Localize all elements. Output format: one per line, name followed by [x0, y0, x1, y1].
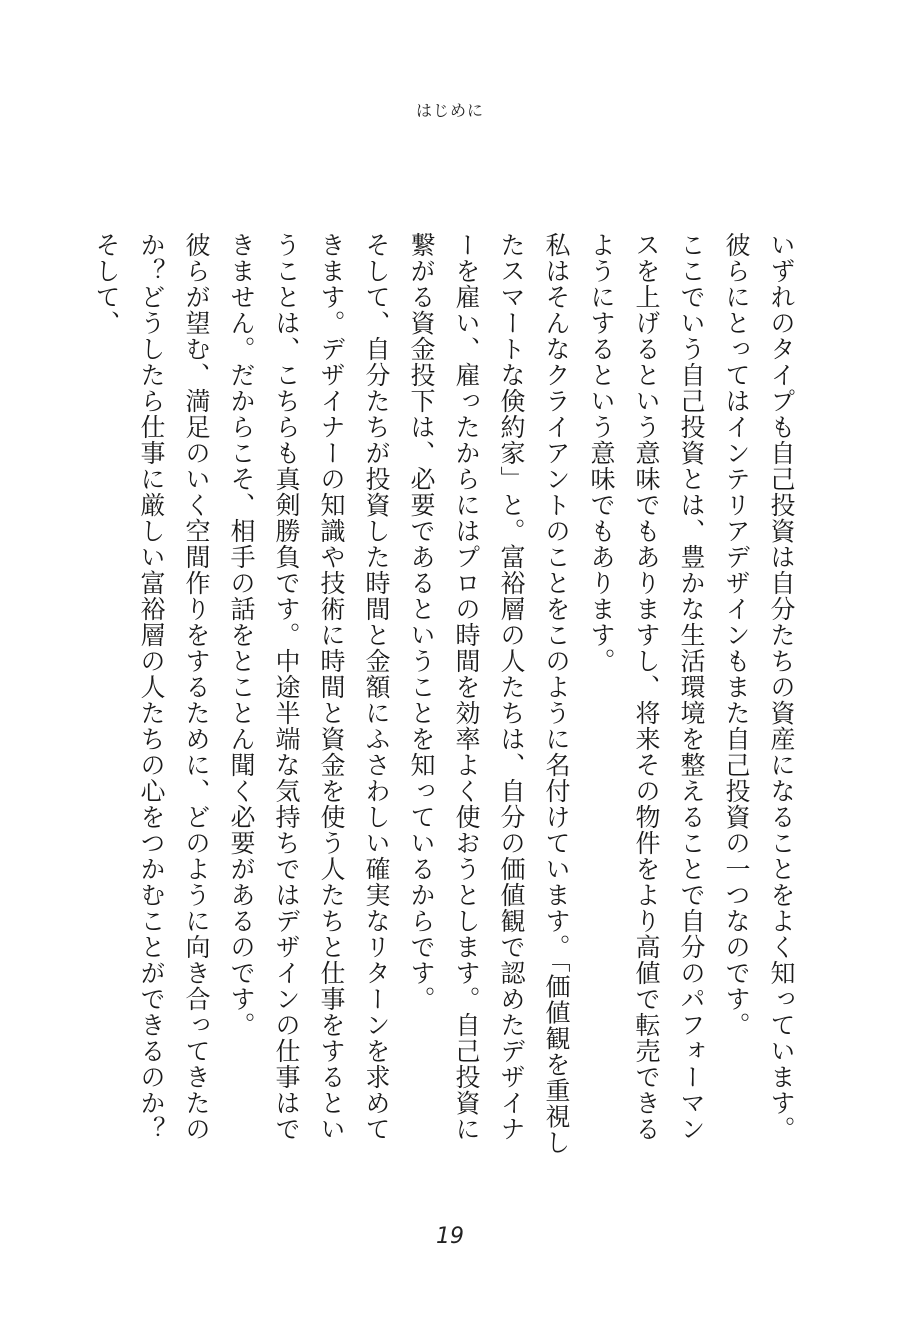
paragraph-1: いずれのタイプも自己投資は自分たちの資産になることをよく知っています。彼らにとってはインテリアデザインもまた自己投資の一つなのです。	[722, 232, 796, 1142]
body-text	[92, 232, 804, 1168]
paragraph-3: 私はそんなクライアントのことをこのように名付けています。「価値観を重視したスマートな倹約家」と。富裕層の人たちは、自分の価値観で認めたデザイナーを雇い、雇ったからにはプロの時間を効率よく使おうとします。自己投資に繋がる資金投下は、必要であるということを知っているからです。	[407, 232, 571, 1156]
paragraph-5: 彼らが望む、満足のいく空間作りをするために、どのように向き合ってきたのか？どうしたら仕事に厳しい富裕層の人たちの心をつかむことができるのか？ そして、	[92, 232, 211, 1168]
paragraph-4: そして、自分たちが投資した時間と金額にふさわしい確実なリターンを求めてきます。デザイナーの知識や技術に時間と資金を使う人たちと仕事をするということは、こちらも真剣勝負です。中途半端な気持ちではデザインの仕事はできません。だからこそ、相手の話をとことん聞く必要があるのです。	[227, 232, 391, 1142]
paragraph-2: ここでいう自己投資とは、豊かな生活環境を整えることで自分のパフォーマンスを上げるという意味でもありますし、将来その物件をより高値で転売できるようにするという意味でもあります。	[587, 232, 706, 1142]
running-head: はじめに	[415, 101, 484, 120]
page-number: 19	[436, 1224, 464, 1249]
